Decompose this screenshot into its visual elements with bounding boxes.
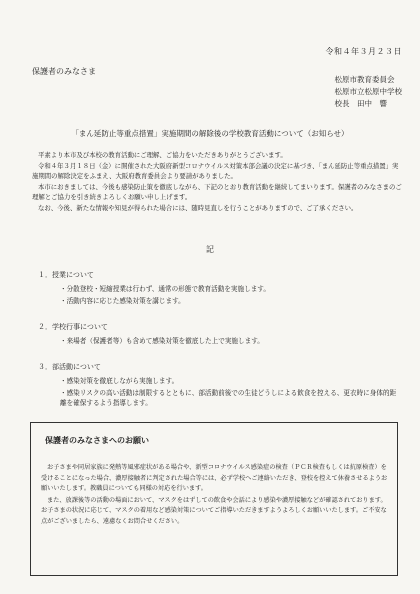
section-heading: ２．学校行事について [38,323,108,331]
section-heading: １．授業について [38,271,94,279]
sender-block [335,74,403,110]
sender-line: 松原市立松原中学校 [334,87,402,96]
sender-line: 松原市教育委員会 [334,75,395,84]
section-item: ・感染リスクの高い活動は制限するとともに、部活動前後での生徒どうしによる飲食を控える、更衣時に身体的距離を確保するよう指導します。 [60,389,397,407]
notice-box [30,422,398,576]
body-paragraph: 令和４年３月１８日（金）に開催された大阪府新型コロナウイルス対策本部会議の決定に基づき、「まん延防止等重点措置」実施期間の解除決定をふまえ、大阪府教育委員会より要請がありました。 [32,161,399,180]
section-item: ・来場者（保護者等）も含めて感染対策を徹底した上で実施します。 [60,337,264,345]
ki-heading: 記 [206,245,214,254]
notice-body [41,463,389,528]
section-item: ・感染対策を徹底しながら実施します。 [60,377,179,385]
notice-paragraph: お子さまや同居家族に発熱等風邪症状がある場合や、新型コロナウイルス感染症の検査（ＰＣＲ検査もしくは抗原検査）を受けることになった場合、濃厚接触者に判定された場合等には、必ず学校へご連絡いただき、登校を控えて休養させるようお願いいたします。教職員についても同様の対応を行います。 [41,464,388,492]
body-paragraph: 本市におきましては、今後も感染防止策を徹底しながら、下記のとおり教育活動を継続してまいります。保護者のみなさまのご理解とご協力を引き続きよろしくお願い申し上げます。 [32,182,402,201]
addressee: 保護者のみなさま [32,67,96,76]
document-date: 令和４年３月２３日 [325,47,402,56]
body-text [32,150,404,213]
body-paragraph: なお、今後、新たな情報や知見が得られた場合には、随時見直しを行うことがありますので、ご了承ください。 [38,203,358,212]
notice-title: 保護者のみなさまへのお願い [45,436,149,445]
section-item: ・活動内容に応じた感染対策を講じます。 [60,297,185,305]
section-heading: ３．部活動について [38,363,101,371]
sender-line: 校長 田中 響 [334,99,387,108]
document-title: 「まん延防止等重点措置」実施期間の解除後の学校教育活動について（お知らせ） [71,129,349,138]
body-paragraph: 平素より本市及び本校の教育活動にご理解、ご協力をいただきありがとうございます。 [38,151,287,159]
section-item: ・分散登校・短縮授業は行わず、通常の形態で教育活動を実施します。 [60,285,270,293]
notice-paragraph: また、放課後等の活動の場面において、マスクをはずしての飲食や会話により感染や濃厚接触などが確認されております。お子さまの状況に応じて、マスクの着用など感染対策についてご指導いただきますようよろしくお願いいたします。ご不安な点がございましたら、遠慮なくお問合せください。 [41,496,387,525]
